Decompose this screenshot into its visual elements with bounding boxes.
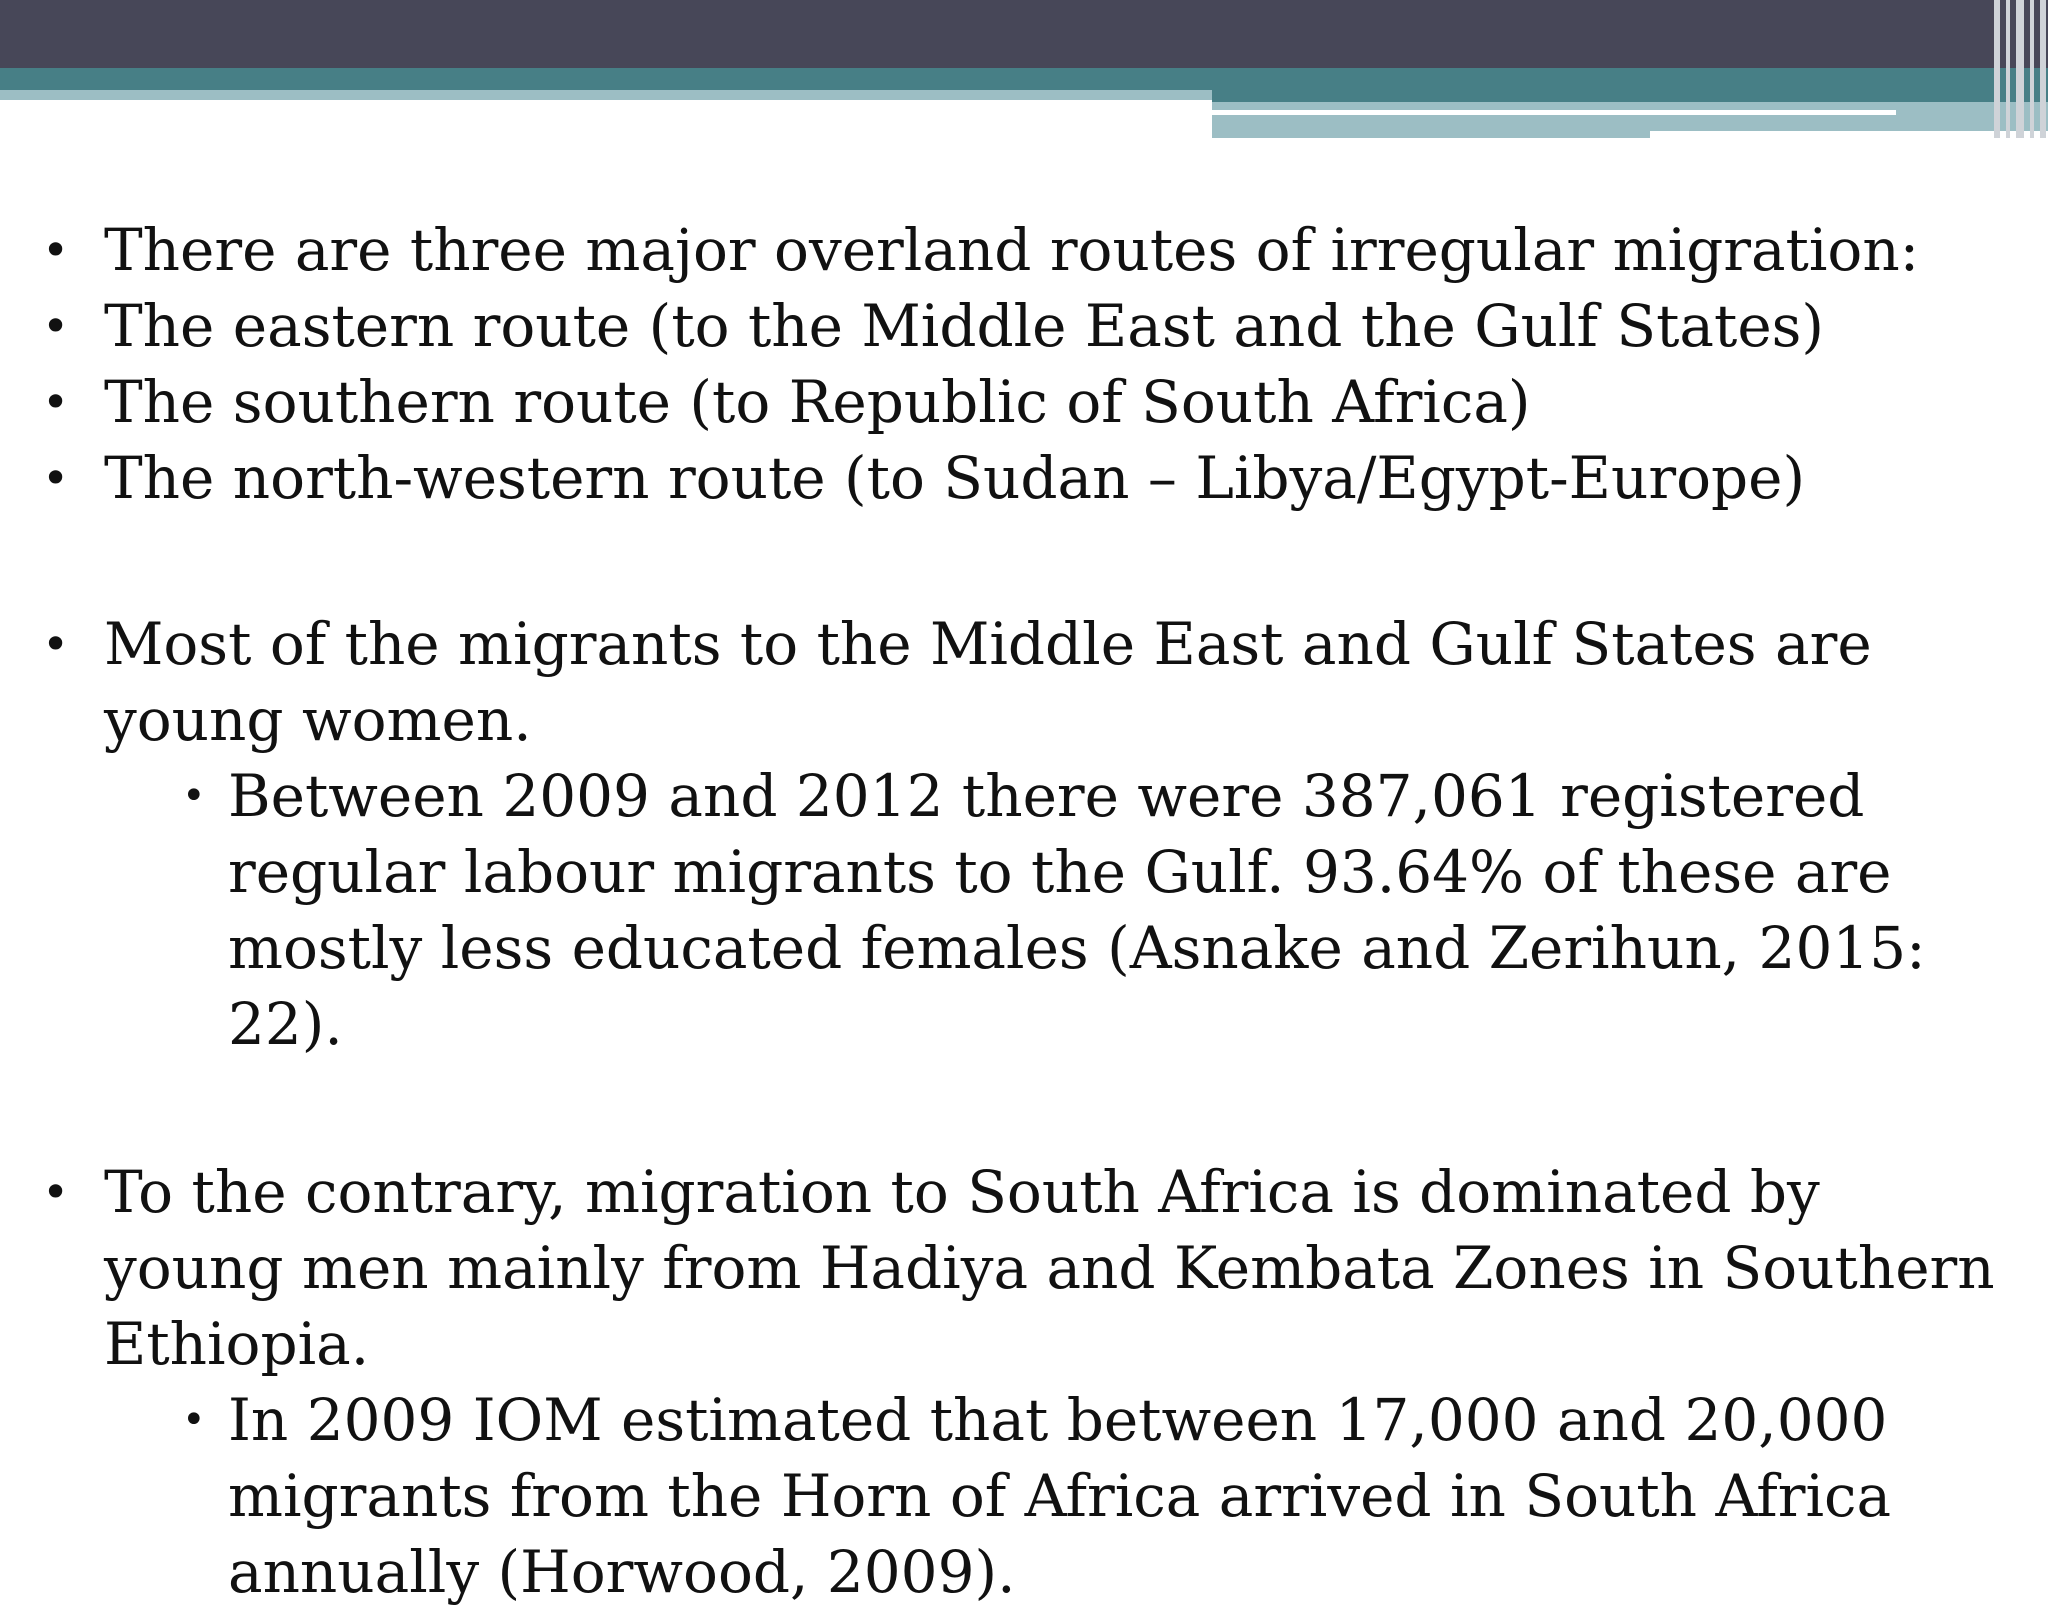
header-divider-line (1212, 110, 1896, 115)
header-stripe (2006, 0, 2010, 138)
sub-bullet-item (40, 758, 2010, 1062)
header-divider-line-short (1650, 131, 2048, 138)
bullet-dot: • (182, 773, 206, 819)
bullet-dot: • (42, 451, 70, 505)
sub-bullet-text: Between 2009 and 2012 there were 387,061 registered regular labour migrants to the Gulf. 93.64% of these are mostly less educated females (Asnake and Zerihun, 2015: 22). (228, 762, 1926, 1058)
header-band-teal (0, 68, 2048, 90)
bullet-item (40, 288, 2010, 364)
sub-bullet-text: In 2009 IOM estimated that between 17,000 and 20,000 migrants from the Horn of Africa arrived in South Africa annually (Horwood, 2009). (228, 1386, 1892, 1606)
slide-body (40, 212, 2010, 1610)
header-stripe (2030, 0, 2034, 138)
bullet-text: The eastern route (to the Middle East and the Gulf States) (104, 292, 1825, 360)
bullet-item (40, 212, 2010, 288)
bullet-dot: • (42, 1165, 70, 1219)
sub-bullet-item (40, 1382, 2010, 1610)
gulf-bullet-list (40, 606, 2010, 1062)
header-band-dark (0, 0, 2048, 68)
bullet-dot: • (42, 375, 70, 429)
bullet-item (40, 1154, 2010, 1382)
header-stripe (2040, 0, 2046, 138)
bullet-text: To the contrary, migration to South Africa is dominated by young men mainly from Hadiya and Kembata Zones in Southern Ethiopia. (104, 1158, 1995, 1378)
bullet-dot: • (182, 1397, 206, 1443)
bullet-dot: • (42, 617, 70, 671)
south-africa-bullet-list (40, 1154, 2010, 1610)
header-stripe (2016, 0, 2024, 138)
header-stripe (1994, 0, 2000, 138)
bullet-text: The north-western route (to Sudan – Libya/Egypt-Europe) (104, 444, 1806, 512)
bullet-item (40, 606, 2010, 758)
bullet-item (40, 440, 2010, 516)
bullet-item (40, 364, 2010, 440)
header-band-light-left (0, 90, 1212, 100)
header-band-teal-right (1212, 90, 2048, 102)
bullet-text: Most of the migrants to the Middle East and Gulf States are young women. (104, 610, 1872, 754)
bullet-text: The southern route (to Republic of South Africa) (104, 368, 1531, 436)
header-stripes (1992, 0, 2048, 138)
bullet-dot: • (42, 299, 70, 353)
intro-bullet-list (40, 212, 2010, 516)
bullet-text: There are three major overland routes of irregular migration: (104, 216, 1920, 284)
bullet-dot: • (42, 223, 70, 277)
